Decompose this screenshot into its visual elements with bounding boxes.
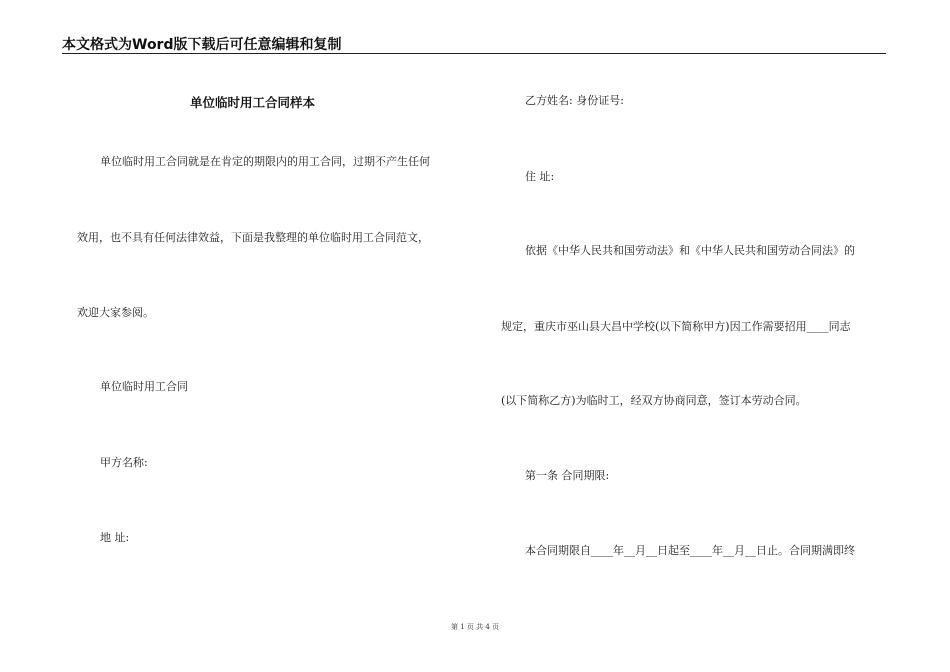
left-paragraph-line-3: 欢迎大家参阅。 <box>77 306 154 319</box>
left-paragraph-line-2: 效用，也不具有任何法律效益，下面是我整理的单位临时用工合同范文， <box>77 231 429 244</box>
document-title: 单位临时用工合同样本 <box>190 95 316 110</box>
page-number: 第 1 页 共 4 页 <box>450 623 500 631</box>
contract-period-line: 本合同期限自____年__月__日起至____年__月__日止。合同期满即终 <box>525 544 855 557</box>
right-paragraph-line-3: (以下简称乙方)为临时工，经双方协商同意，签订本劳动合同。 <box>501 394 807 407</box>
article-one-heading: 第一条 合同期限: <box>525 469 610 482</box>
contract-heading: 单位临时用工合同 <box>100 380 188 393</box>
party-a-address-field: 地 址: <box>100 531 130 544</box>
party-b-name-id-field: 乙方姓名: 身份证号: <box>525 94 624 107</box>
right-paragraph-line-2: 规定，重庆市巫山县大昌中学校(以下简称甲方)因工作需要招用____同志 <box>501 320 851 333</box>
right-paragraph-line-1: 依据《中华人民共和国劳动法》和《中华人民共和国劳动合同法》的 <box>525 244 855 257</box>
header-divider <box>62 53 886 54</box>
party-b-address-field: 住 址: <box>525 170 555 183</box>
left-paragraph-line-1: 单位临时用工合同就是在肯定的期限内的用工合同，过期不产生任何 <box>100 155 430 168</box>
party-a-name-field: 甲方名称: <box>100 456 148 469</box>
document-header: 本文格式为Word版下载后可任意编辑和复制 <box>62 37 342 53</box>
